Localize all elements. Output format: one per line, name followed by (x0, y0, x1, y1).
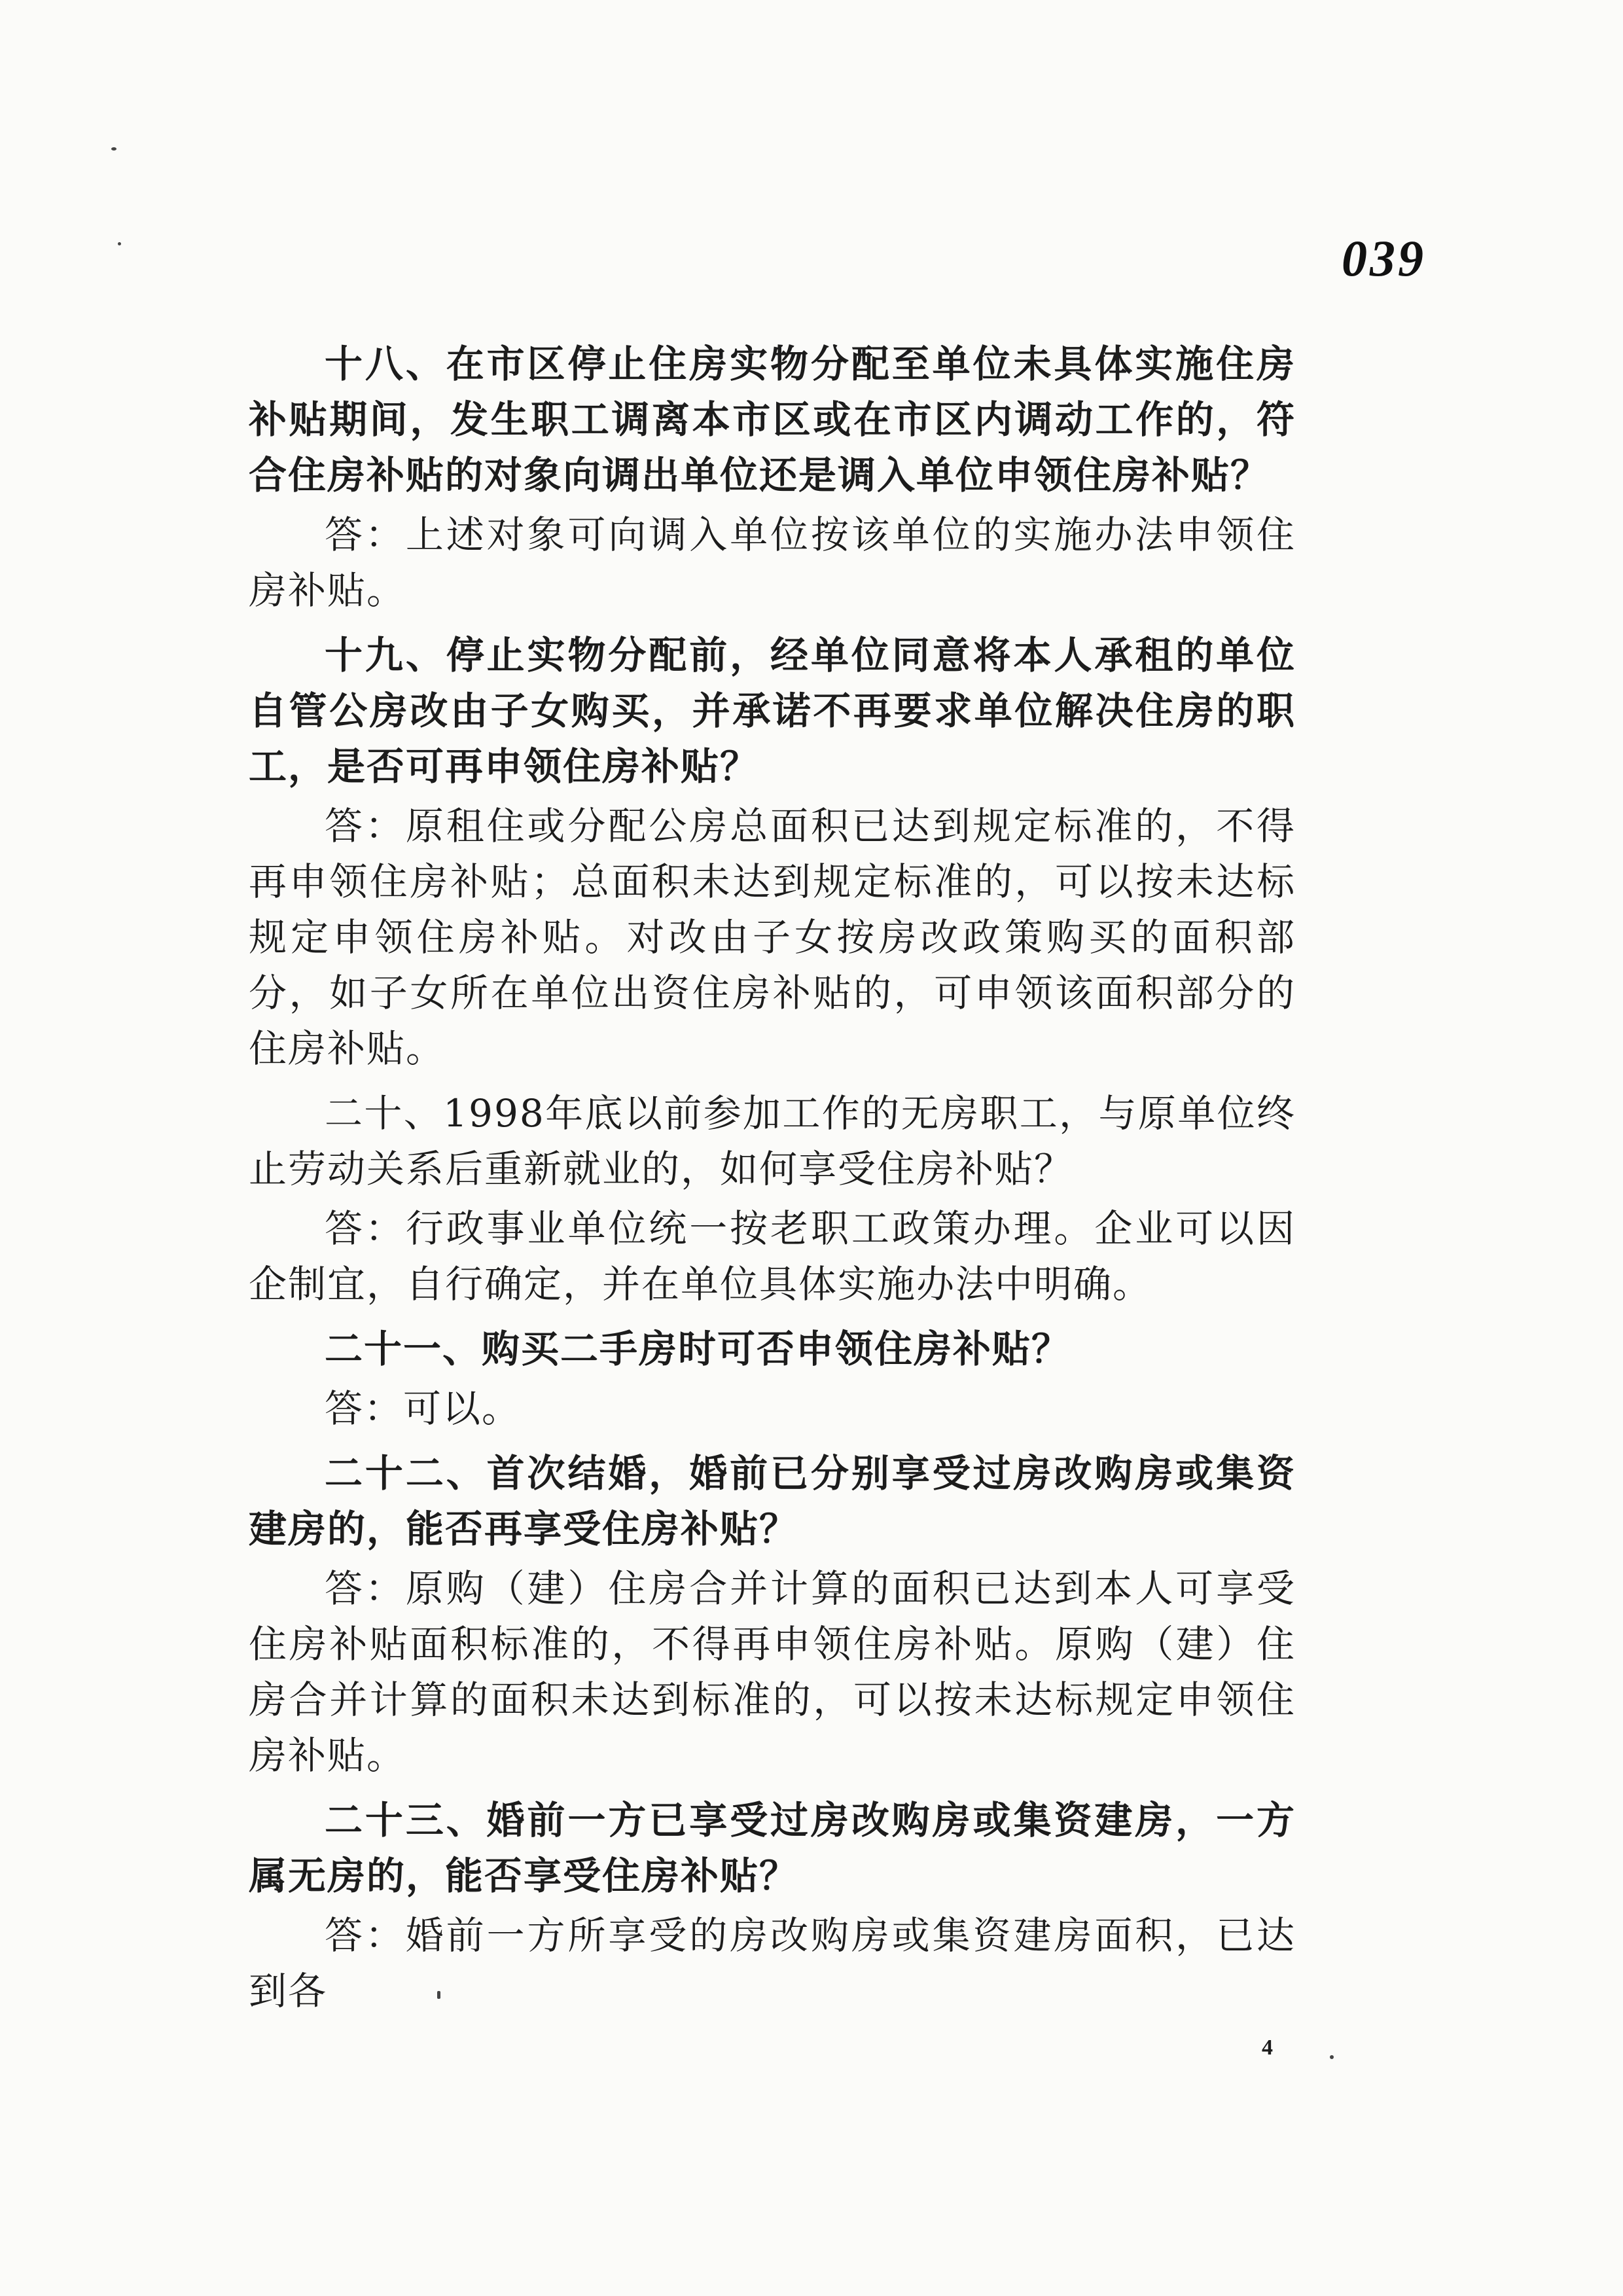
scan-speck (111, 147, 116, 151)
answer-23: 答：婚前一方所享受的房改购房或集资建房面积，已达到各 (249, 1913, 1296, 2013)
answer-21: 答：可以。 (325, 1386, 522, 1431)
scan-speck (437, 1991, 440, 1999)
answer-18: 答：上述对象可向调入单位按该单位的实施办法申领住房补贴。 (249, 512, 1296, 613)
question-22: 二十二、首次结婚，婚前已分别享受过房改购房或集资建房的，能否再享受住房补贴？ (249, 1451, 1296, 1551)
page-number: 4 (1262, 2036, 1273, 2060)
document-body (249, 327, 1296, 2019)
scan-speck (1330, 2055, 1334, 2059)
question-20: 二十、1998年底以前参加工作的无房职工，与原单位终止劳动关系后重新就业的，如何享受住房补贴？ (249, 1091, 1296, 1191)
answer-20: 答：行政事业单位统一按老职工政策办理。企业可以因企制宜，自行确定，并在单位具体实施办法中明确。 (249, 1206, 1296, 1306)
question-18: 十八、在市区停止住房实物分配至单位未具体实施住房补贴期间，发生职工调离本市区或在市区内调动工作的，符合住房补贴的对象向调出单位还是调入单位申领住房补贴？ (249, 342, 1296, 497)
question-23: 二十三、婚前一方已享受过房改购房或集资建房，一方属无房的，能否享受住房补贴？ (249, 1798, 1296, 1898)
answer-19: 答：原租住或分配公房总面积已达到规定标准的，不得再申领住房补贴；总面积未达到规定标准的，可以按未达标规定申领住房补贴。对改由子女按房改政策购买的面积部分，如子女所在单位出资住房补贴的，可申领该面积部分的住房补贴。 (249, 804, 1296, 1071)
answer-22: 答：原购（建）住房合并计算的面积已达到本人可享受住房补贴面积标准的，不得再申领住房补贴。原购（建）住房合并计算的面积未达到标准的，可以按未达标规定申领住房补贴。 (249, 1566, 1296, 1778)
question-19: 十九、停止实物分配前，经单位同意将本人承租的单位自管公房改由子女购买，并承诺不再要求单位解决住房的职工，是否可再申领住房补贴？ (249, 633, 1296, 789)
scan-speck (118, 242, 121, 245)
archive-number: 039 (1342, 230, 1426, 287)
question-21: 二十一、购买二手房时可否申领住房补贴？ (325, 1327, 1071, 1371)
